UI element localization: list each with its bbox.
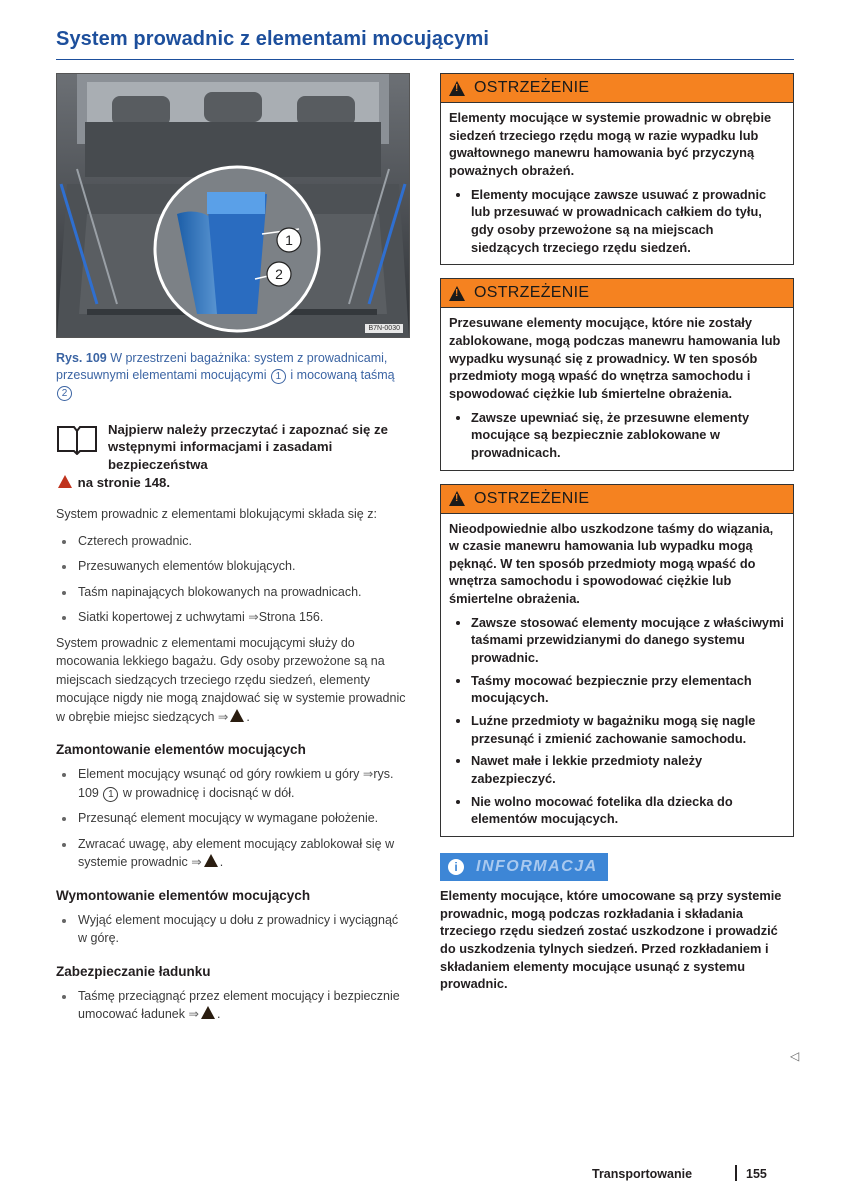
list-item: Elementy mocujące zawsze usuwać z prowadnic lub przesuwać w prowadnicach całkiem do tyłu, gdy osoby przewożone są na miejscach siedzących trzeciego rzędu siedzeń. (449, 186, 785, 257)
warning-text: Przesuwane elementy mocujące, które nie zostały zablokowane, mogą podczas manewru hamowania lub wypadku wysunąć się z prowadnicy. W ten sposób przedmioty mogą wpaść do wnętrza samochodu i spowodować ciężkie lub śmiertelne obrażenia. (449, 315, 781, 401)
figure-reference-link[interactable]: rys. 109 (78, 767, 394, 800)
caption-text-a: W przestrzeni bagażnika: system z prowadnicami, przesuwnymi elementami mocującymi (56, 351, 388, 382)
book-icon (56, 423, 98, 455)
secure-list (56, 987, 408, 1024)
warning-header (441, 485, 793, 514)
usage-text: System prowadnic z elementami mocującymi służy do mocowania lekkiego bagażu. Gdy osoby przewożone są na miejscach siedzących trzeciego rzędu siedzeń, elementy mocujące nigdy nie mogą znajdować się w systemie prowadnic w obrębie miejsc siedzących (56, 635, 406, 724)
warning-title: OSTRZEŻENIE (474, 284, 590, 302)
continuation-arrow-icon: ◁ (790, 1049, 800, 1063)
callout-1: 1 (285, 232, 293, 248)
list-item-text: w prowadnicę i docisnąć w dół. (122, 785, 295, 800)
list-item: Przesuwanych elementów blokujących. (56, 557, 408, 576)
list-item (56, 608, 408, 627)
warning-text: Nieodpowiednie albo uszkodzone taśmy do wiązania, w czasie manewru hamowania lub wypadku mogą pęknąć. W ten sposób przedmioty mogą wpaść do wnętrza samochodu i spowodować ciężkie lub śmiertelne obrażenia. (449, 520, 774, 607)
usage-paragraph: System prowadnic z elementami mocującymi służy do mocowania lekkiego bagażu. Gdy osoby przewożone są na miejscach siedzących trzeciego rzędu siedzeń, elementy mocujące nigdy nie mogą znajdować się w systemie prowadnic w obrębie miejsc siedzących ⇒ . (56, 635, 406, 724)
warning-box (440, 278, 794, 470)
warning-triangle-icon (58, 475, 72, 488)
list-item-text: Element mocujący wsunąć od góry rowkiem u góry (78, 767, 360, 782)
intro-paragraph: System prowadnic z elementami blokującymi składa się z: (56, 507, 377, 522)
warning-title: OSTRZEŻENIE (474, 489, 590, 507)
info-header (440, 853, 608, 881)
list-item-text: Siatki kopertowej z uchwytami (78, 610, 245, 625)
info-text: Elementy mocujące, które umocowane są przy systemie prowadnic, mogą podczas rozkładania i składania trzeciego rzędu siedzeń zostać uszkodzone i prowadzić do uszkodzenia tylnych siedzeń. Przed rozkładaniem i składaniem elementy mocujące usunąć z systemu prowadnic. (440, 888, 782, 992)
info-title: INFORMACJA (476, 858, 598, 875)
callout-1-icon: 1 (103, 787, 118, 802)
footer-divider (735, 1165, 737, 1181)
warning-text: Elementy mocujące w systemie prowadnic w obrębie siedzeń trzeciego rzędu mogą w razie wypadku lub gwałtownego manewru hamowania być przyczyną poważnych obrażeń. (449, 110, 772, 178)
list-item (56, 765, 408, 802)
list-item: Wyjąć element mocujący u dołu z prowadnicy i wyciągnąć w górę. (56, 911, 408, 948)
warning-list (449, 614, 785, 828)
list-item: Przesunąć element mocujący w wymagane położenie. (56, 809, 408, 828)
component-list (56, 532, 408, 627)
list-item: Luźne przedmioty w bagażniku mogą się nagle przesunąć i zmienić zachowanie samochodu. (449, 712, 785, 747)
list-item: Zawsze stosować elementy mocujące z właściwymi taśmami przewidzianymi do danego systemu prowadnic. (449, 614, 785, 667)
title-rule (56, 59, 794, 60)
read-first-text: Najpierw należy przeczytać i zapoznać się ze wstępnymi informacjami i zasadami bezpieczeństwa (108, 421, 388, 472)
caption-callout-1: 1 (271, 369, 286, 384)
trunk-illustration (57, 74, 409, 337)
mount-heading: Zamontowanie elementów mocujących (56, 742, 306, 758)
list-item: Nie wolno mocować fotelika dla dziecka do elementów mocujących. (449, 793, 785, 828)
warning-triangle-icon[interactable] (230, 709, 244, 722)
dismount-list (56, 911, 408, 948)
warning-triangle-icon[interactable] (204, 854, 218, 867)
arrow-icon: ⇒ (248, 610, 259, 625)
warning-triangle-icon[interactable] (201, 1006, 215, 1019)
figure-label: Rys. 109 (56, 351, 107, 365)
page-number: 155 (746, 1167, 767, 1181)
read-first-note (56, 421, 408, 491)
arrow-icon: ⇒ (362, 767, 374, 782)
figure-code: B7N-0030 (365, 324, 403, 333)
warning-icon (449, 81, 465, 96)
warning-list (449, 409, 785, 462)
dismount-heading: Wymontowanie elementów mocujących (56, 887, 311, 903)
callout-2: 2 (275, 266, 283, 282)
read-first-page: na stronie 148. (77, 474, 171, 490)
warning-header (441, 74, 793, 103)
caption-text-b: i mocowaną taśmą (286, 367, 395, 382)
warning-title: OSTRZEŻENIE (474, 79, 590, 96)
list-item-text: Zwracać uwagę, aby element mocujący zablokował się w systemie prowadnic (78, 836, 395, 870)
list-item: Taśmy mocować bezpiecznie przy elementach mocujących. (449, 672, 785, 707)
list-item-text: Taśmę przeciągnąć przez element mocujący i bezpiecznie umocować ładunek (78, 988, 400, 1022)
list-item: Nawet małe i lekkie przedmioty należy zabezpieczyć. (449, 752, 785, 787)
caption-callout-2: 2 (57, 386, 72, 401)
info-icon: i (448, 859, 464, 875)
arrow-icon: ⇒ (191, 855, 202, 870)
right-column (440, 73, 794, 993)
arrow-icon: ⇒ (217, 709, 229, 724)
warning-header (441, 279, 793, 308)
figure-photo (56, 73, 410, 338)
warning-box (440, 73, 794, 265)
page-reference-link[interactable]: Strona 156. (258, 610, 324, 625)
warning-list (449, 186, 785, 257)
mount-list (56, 765, 408, 872)
arrow-icon: ⇒ (188, 1007, 199, 1022)
list-item: Taśmę przeciągnąć przez element mocujący i bezpiecznie umocować ładunek ⇒ . (56, 987, 408, 1024)
list-item: Taśm napinających blokowanych na prowadnicach. (56, 583, 408, 602)
secure-heading: Zabezpieczanie ładunku (56, 963, 211, 979)
warning-icon (449, 491, 465, 506)
figure-caption (56, 350, 408, 401)
footer-section: Transportowanie (592, 1167, 693, 1181)
list-item: Zwracać uwagę, aby element mocujący zablokował się w systemie prowadnic ⇒ . (56, 835, 408, 872)
list-item: Czterech prowadnic. (56, 532, 408, 551)
left-column (56, 73, 408, 1031)
list-item: Zawsze upewniać się, że przesuwne elementy mocujące są bezpiecznie zablokowane w prowadnicach. (449, 409, 785, 462)
warning-icon (449, 286, 465, 301)
warning-box (440, 484, 794, 838)
page-title: System prowadnic z elementami mocującymi (56, 28, 490, 50)
